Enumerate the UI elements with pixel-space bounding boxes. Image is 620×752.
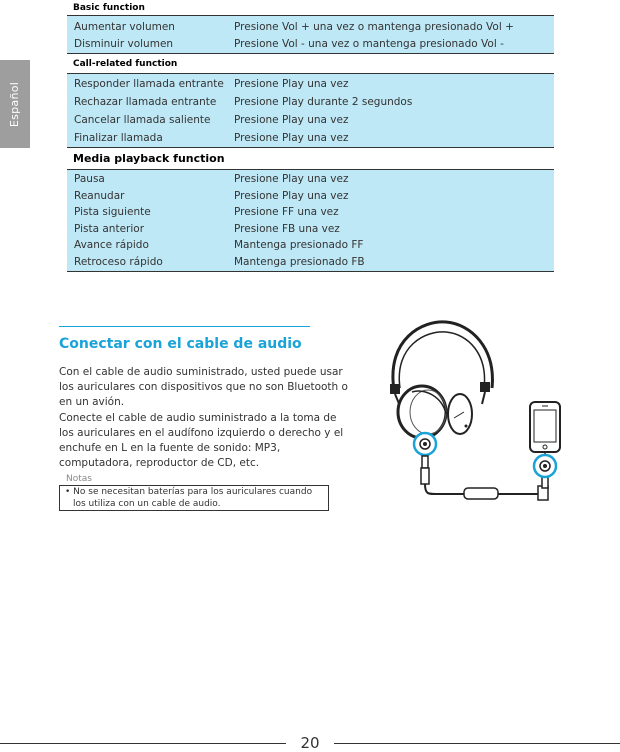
section-body-basic [67,16,554,54]
section-title: Conectar con el cable de audio [59,336,302,352]
section-divider [59,326,310,327]
page-number: 20 [300,734,320,752]
table-row: Disminuir volumen Presione Vol - una vez o mantenga presionado Vol - [74,37,504,50]
table-row: Reanudar Presione Play una vez [74,189,349,202]
table-row: Rechazar llamada entrante Presione Play durante 2 segundos [74,96,413,108]
language-tab-label: Español [8,81,22,127]
notes-box [59,485,329,511]
function-table [67,0,554,272]
notes-label: Notas [66,474,92,484]
section-body-media [67,170,554,272]
instructions-text [59,365,349,471]
headphones-cable-illustration [376,318,566,514]
note-line: los utiliza con un cable de audio. [73,498,221,509]
section-body-call [67,74,554,148]
table-row: Pista anterior Presione FB una vez [74,222,340,235]
language-tab [0,60,30,148]
table-row: Pausa Presione Play una vez [74,173,349,186]
section-header-basic: Basic function [67,0,554,16]
left-hinge [390,384,400,394]
right-hinge [480,382,490,392]
footer-rule-left [0,743,286,744]
table-row: Finalizar llamada Presione Play una vez [74,132,349,144]
table-row: Aumentar volumen Presione Vol + una vez o mantenga presionado Vol + [74,20,514,33]
note-line: • No se necesitan baterías para los auriculares cuando [65,487,313,497]
table-row: Pista siguiente Presione FF una vez [74,206,339,219]
section-header-call: Call-related function [67,54,554,74]
table-row: Retroceso rápido Mantenga presionado FB [74,255,365,268]
paragraph-connect: Conecte el cable de audio suministrado a la toma de los auriculares en el audífono izquierdo o derecho y el enchufe en L en la fuente de sonido: MP3, computadora, reproductor de CD, etc. [59,411,344,470]
footer-rule-right [334,743,620,744]
table-row: Responder llamada entrante Presione Play una vez [74,78,349,90]
paragraph-intro: Con el cable de audio suministrado, usted puede usar los auriculares con dispositivos que no son Bluetooth o en un avión. [59,366,348,409]
inline-remote [464,488,498,499]
table-row: Cancelar llamada saliente Presione Play una vez [74,114,349,126]
section-header-media: Media playback function [67,148,554,170]
table-row: Avance rápido Mantenga presionado FF [74,239,364,252]
